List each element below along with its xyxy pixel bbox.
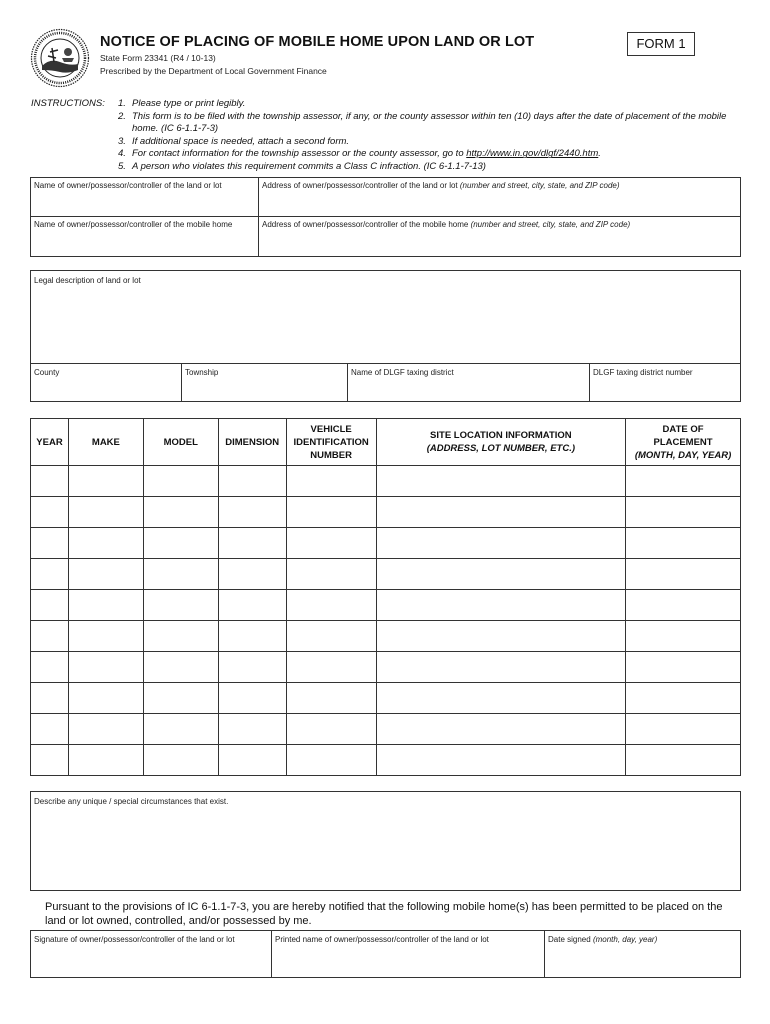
table-cell[interactable] <box>626 683 741 714</box>
instruction-item: 1. Please type or print legibly. <box>118 98 246 109</box>
table-cell[interactable] <box>286 621 376 652</box>
column-header-date-of-placement: DATE OF PLACEMENT (MONTH, DAY, YEAR) <box>626 419 741 466</box>
instruction-item: 2. This form is to be filed with the township assessor, if any, or the county assessor within ten (10) days after the date of placement of the mobile home. (IC 6-1.1-7-3) <box>118 110 727 135</box>
owner-section <box>30 177 741 257</box>
table-cell[interactable] <box>376 466 625 497</box>
table-cell[interactable] <box>286 714 376 745</box>
township-field[interactable]: Township <box>185 368 219 377</box>
table-cell[interactable] <box>68 497 143 528</box>
table-cell[interactable] <box>286 683 376 714</box>
form-number-badge: FORM 1 <box>627 32 695 56</box>
column-header-dimension: DIMENSION <box>218 419 286 466</box>
taxing-district-name-field[interactable]: Name of DLGF taxing district <box>351 368 454 377</box>
table-cell[interactable] <box>68 714 143 745</box>
table-cell[interactable] <box>68 621 143 652</box>
table-cell[interactable] <box>31 745 69 776</box>
table-cell[interactable] <box>68 466 143 497</box>
legal-description-field[interactable]: Legal description of land or lot <box>34 276 141 285</box>
signature-field[interactable]: Signature of owner/possessor/controller of the land or lot <box>34 935 235 944</box>
table-cell[interactable] <box>31 714 69 745</box>
table-cell[interactable] <box>143 683 218 714</box>
table-cell[interactable] <box>376 497 625 528</box>
land-owner-address-field[interactable]: Address of owner/possessor/controller of the land or lot (number and street, city, state, and ZIP code) <box>262 181 620 190</box>
table-cell[interactable] <box>31 652 69 683</box>
mobile-home-table <box>30 418 741 776</box>
table-cell[interactable] <box>286 497 376 528</box>
notice-statement: Pursuant to the provisions of IC 6-1.1-7-3, you are hereby notified that the following mobile home(s) has been permitted to be placed on the land or lot owned, controlled, and/or possessed by me. <box>45 901 723 927</box>
table-cell[interactable] <box>218 559 286 590</box>
printed-name-field[interactable]: Printed name of owner/possessor/controller of the land or lot <box>275 935 489 944</box>
table-cell[interactable] <box>626 466 741 497</box>
table-cell[interactable] <box>376 528 625 559</box>
home-owner-address-field[interactable]: Address of owner/possessor/controller of the mobile home (number and street, city, state, and ZIP code) <box>262 220 631 229</box>
land-owner-name-field[interactable]: Name of owner/possessor/controller of the land or lot <box>34 181 222 190</box>
prescribed-by: Prescribed by the Department of Local Government Finance <box>100 66 327 76</box>
table-cell[interactable] <box>68 652 143 683</box>
table-cell[interactable] <box>376 559 625 590</box>
table-cell[interactable] <box>218 714 286 745</box>
signature-section <box>30 930 741 978</box>
county-field[interactable]: County <box>34 368 60 377</box>
home-owner-name-field[interactable]: Name of owner/possessor/controller of the mobile home <box>34 220 233 229</box>
table-cell[interactable] <box>626 652 741 683</box>
table-cell[interactable] <box>143 497 218 528</box>
table-cell[interactable] <box>376 590 625 621</box>
table-cell[interactable] <box>143 466 218 497</box>
state-form-number: State Form 23341 (R4 / 10-13) <box>100 53 216 63</box>
table-cell[interactable] <box>31 466 69 497</box>
table-cell[interactable] <box>286 745 376 776</box>
column-header-year: YEAR <box>31 419 69 466</box>
table-cell[interactable] <box>286 652 376 683</box>
table-header-row <box>31 419 741 466</box>
table-cell[interactable] <box>31 683 69 714</box>
table-cell[interactable] <box>143 528 218 559</box>
circumstances-field[interactable] <box>30 791 741 891</box>
instructions-label: INSTRUCTIONS: <box>31 98 105 109</box>
table-cell[interactable] <box>376 745 625 776</box>
table-row <box>31 497 741 528</box>
table-cell[interactable] <box>376 652 625 683</box>
table-cell[interactable] <box>286 590 376 621</box>
table-row <box>31 714 741 745</box>
instruction-item: 5. A person who violates this requirement commits a Class C infraction. (IC 6-1.1-7-13) <box>118 160 486 172</box>
table-cell[interactable] <box>376 714 625 745</box>
column-header-model: MODEL <box>143 419 218 466</box>
table-cell[interactable] <box>286 559 376 590</box>
table-cell[interactable] <box>376 621 625 652</box>
column-header-vin: VEHICLE IDENTIFICATION NUMBER <box>286 419 376 466</box>
table-cell[interactable] <box>68 559 143 590</box>
table-cell[interactable] <box>626 590 741 621</box>
table-cell[interactable] <box>218 745 286 776</box>
dlgf-contact-link[interactable]: http://www.in.gov/dlgf/2440.htm <box>466 148 599 160</box>
table-cell[interactable] <box>68 745 143 776</box>
table-row <box>31 559 741 590</box>
taxing-district-number-field[interactable]: DLGF taxing district number <box>593 368 693 377</box>
table-cell[interactable] <box>143 745 218 776</box>
table-row <box>31 528 741 559</box>
table-row <box>31 683 741 714</box>
table-cell[interactable] <box>31 528 69 559</box>
instruction-item: 4. For contact information for the township assessor or the county assessor, go to http://www.in.gov/dlgf/2440.htm. <box>118 148 601 160</box>
table-cell[interactable] <box>143 590 218 621</box>
legal-section <box>30 270 741 402</box>
table-cell[interactable] <box>626 745 741 776</box>
table-cell[interactable] <box>218 652 286 683</box>
table-cell[interactable] <box>143 621 218 652</box>
table-cell[interactable] <box>626 714 741 745</box>
table-cell[interactable] <box>626 528 741 559</box>
state-seal-logo <box>30 28 90 88</box>
table-cell[interactable] <box>68 528 143 559</box>
table-cell[interactable] <box>68 590 143 621</box>
table-cell[interactable] <box>31 590 69 621</box>
table-cell[interactable] <box>143 714 218 745</box>
table-cell[interactable] <box>376 683 625 714</box>
table-row <box>31 652 741 683</box>
table-row <box>31 590 741 621</box>
table-cell[interactable] <box>218 621 286 652</box>
table-cell[interactable] <box>31 497 69 528</box>
table-cell[interactable] <box>626 497 741 528</box>
table-cell[interactable] <box>68 683 143 714</box>
table-cell[interactable] <box>143 652 218 683</box>
table-cell[interactable] <box>31 621 69 652</box>
form-title: NOTICE OF PLACING OF MOBILE HOME UPON LAND OR LOT <box>100 34 535 50</box>
table-cell[interactable] <box>286 528 376 559</box>
column-header-make: MAKE <box>68 419 143 466</box>
table-cell[interactable] <box>218 497 286 528</box>
table-cell[interactable] <box>143 559 218 590</box>
table-row <box>31 466 741 497</box>
date-signed-field[interactable]: Date signed (month, day, year) <box>548 935 658 944</box>
table-cell[interactable] <box>218 683 286 714</box>
table-row <box>31 745 741 776</box>
instructions-list <box>118 98 728 174</box>
instruction-item: 3. If additional space is needed, attach a second form. <box>118 135 350 147</box>
table-cell[interactable] <box>286 466 376 497</box>
circumstances-label: Describe any unique / special circumstances that exist. <box>34 797 229 806</box>
table-row <box>31 621 741 652</box>
table-cell[interactable] <box>218 590 286 621</box>
column-header-site-location: SITE LOCATION INFORMATION (ADDRESS, LOT NUMBER, ETC.) <box>376 419 625 466</box>
table-cell[interactable] <box>218 528 286 559</box>
table-cell[interactable] <box>626 621 741 652</box>
table-cell[interactable] <box>31 559 69 590</box>
table-cell[interactable] <box>626 559 741 590</box>
table-cell[interactable] <box>218 466 286 497</box>
